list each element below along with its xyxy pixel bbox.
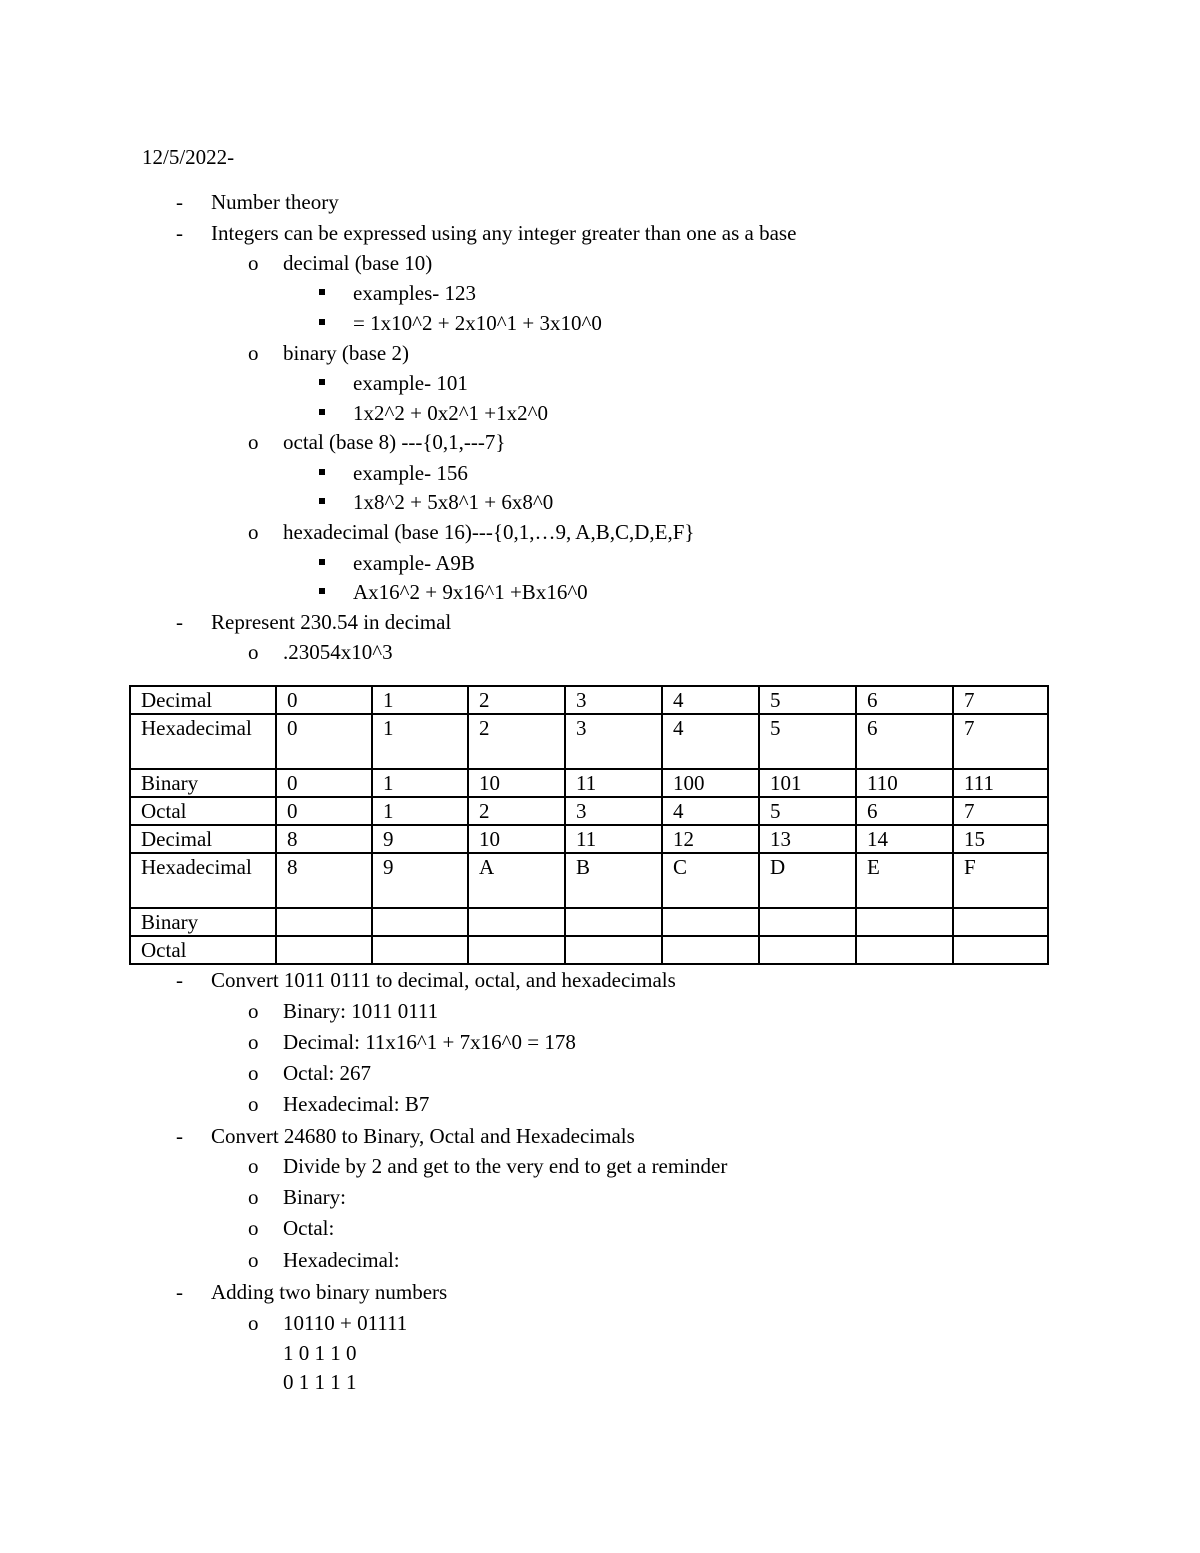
table-cell: 7 (953, 714, 1048, 769)
table-cell: 6 (856, 797, 953, 825)
table-cell: 14 (856, 825, 953, 853)
table-cell: 0 (276, 714, 372, 769)
table-cell: E (856, 853, 953, 908)
note-line: Decimal: 11x16^1 + 7x16^0 = 178 (283, 1030, 576, 1054)
note-line: Convert 1011 0111 to decimal, octal, and hexadecimals (211, 968, 676, 992)
note-line: Binary: 1011 0111 (283, 999, 439, 1023)
table-row (130, 797, 1048, 825)
circle-bullet: o (248, 1311, 259, 1335)
table-cell: 9 (372, 853, 468, 908)
note-line: = 1x10^2 + 2x10^1 + 3x10^0 (353, 311, 602, 335)
note-line: hexadecimal (base 16)---{0,1,…9, A,B,C,D,E,F} (283, 520, 695, 544)
table-row-header: Hexadecimal (130, 853, 276, 908)
table-cell (856, 936, 953, 964)
table-cell (953, 908, 1048, 936)
note-line: 1 0 1 1 0 (283, 1341, 357, 1365)
table-cell: F (953, 853, 1048, 908)
table-cell: 7 (953, 797, 1048, 825)
table-cell: 9 (372, 825, 468, 853)
circle-bullet: o (248, 1248, 259, 1272)
table-cell: 1 (372, 797, 468, 825)
circle-bullet: o (248, 341, 259, 365)
table-row (130, 769, 1048, 797)
table-cell (372, 908, 468, 936)
table-cell: C (662, 853, 759, 908)
table-cell: 8 (276, 825, 372, 853)
square-bullet-icon (319, 498, 325, 504)
table-row-header: Decimal (130, 825, 276, 853)
square-bullet-icon (319, 319, 325, 325)
table-cell: D (759, 853, 856, 908)
note-line: Convert 24680 to Binary, Octal and Hexadecimals (211, 1124, 635, 1148)
table-row-header: Octal (130, 797, 276, 825)
circle-bullet: o (248, 1061, 259, 1085)
note-line: example- 156 (353, 461, 468, 485)
table-cell: 11 (565, 825, 662, 853)
table-cell: 1 (372, 769, 468, 797)
note-line: decimal (base 10) (283, 251, 433, 275)
circle-bullet: o (248, 999, 259, 1023)
circle-bullet: o (248, 520, 259, 544)
note-line: Adding two binary numbers (211, 1280, 448, 1304)
table-cell (759, 908, 856, 936)
table-cell: 0 (276, 769, 372, 797)
table-cell: 111 (953, 769, 1048, 797)
note-line: Divide by 2 and get to the very end to get a reminder (283, 1154, 728, 1178)
table-row (130, 825, 1048, 853)
table-cell (565, 908, 662, 936)
note-line: 0 1 1 1 1 (283, 1370, 357, 1394)
note-line: Octal: 267 (283, 1061, 372, 1085)
circle-bullet: o (248, 1216, 259, 1240)
table-cell: 5 (759, 714, 856, 769)
circle-bullet: o (248, 1154, 259, 1178)
dash-bullet: - (176, 190, 183, 214)
date-heading: 12/5/2022- (142, 145, 235, 169)
note-line: Integers can be expressed using any integer greater than one as a base (211, 221, 797, 245)
table-cell: 0 (276, 797, 372, 825)
table-cell: 5 (759, 797, 856, 825)
table-row (130, 908, 1048, 936)
table-cell: 8 (276, 853, 372, 908)
dash-bullet: - (176, 968, 183, 992)
table-cell: 5 (759, 686, 856, 714)
note-line: example- 101 (353, 371, 468, 395)
table-row-header: Binary (130, 769, 276, 797)
note-line: examples- 123 (353, 281, 477, 305)
table-cell: 12 (662, 825, 759, 853)
table-cell: 4 (662, 797, 759, 825)
dash-bullet: - (176, 610, 183, 634)
table-cell (662, 908, 759, 936)
table-cell: 4 (662, 686, 759, 714)
dash-bullet: - (176, 1280, 183, 1304)
square-bullet-icon (319, 469, 325, 475)
table-cell: B (565, 853, 662, 908)
table-cell (468, 936, 565, 964)
table-cell (759, 936, 856, 964)
table-cell (953, 936, 1048, 964)
dash-bullet: - (176, 221, 183, 245)
note-line: octal (base 8) ---{0,1,---7} (283, 430, 506, 454)
note-line: Number theory (211, 190, 339, 214)
number-base-table (129, 685, 1049, 965)
dash-bullet: - (176, 1124, 183, 1148)
circle-bullet: o (248, 1185, 259, 1209)
table-cell: 15 (953, 825, 1048, 853)
table-row-header: Octal (130, 936, 276, 964)
table-cell: 3 (565, 686, 662, 714)
note-line: Hexadecimal: (283, 1248, 400, 1272)
table-cell: 101 (759, 769, 856, 797)
circle-bullet: o (248, 430, 259, 454)
square-bullet-icon (319, 588, 325, 594)
table-cell (372, 936, 468, 964)
circle-bullet: o (248, 251, 259, 275)
table-row (130, 853, 1048, 908)
note-line: 1x2^2 + 0x2^1 +1x2^0 (353, 401, 548, 425)
table-cell: 3 (565, 797, 662, 825)
table-cell: 3 (565, 714, 662, 769)
table-cell (276, 936, 372, 964)
table-row-header: Hexadecimal (130, 714, 276, 769)
table-cell: A (468, 853, 565, 908)
table-cell: 6 (856, 714, 953, 769)
note-line: binary (base 2) (283, 341, 409, 365)
note-line: 1x8^2 + 5x8^1 + 6x8^0 (353, 490, 554, 514)
table-cell (565, 936, 662, 964)
note-line: Binary: (283, 1185, 346, 1209)
table-cell: 11 (565, 769, 662, 797)
table-row (130, 936, 1048, 964)
table-cell (856, 908, 953, 936)
circle-bullet: o (248, 1030, 259, 1054)
table-cell: 110 (856, 769, 953, 797)
square-bullet-icon (319, 559, 325, 565)
circle-bullet: o (248, 1092, 259, 1116)
note-line: Represent 230.54 in decimal (211, 610, 452, 634)
table-cell: 7 (953, 686, 1048, 714)
table-cell (276, 908, 372, 936)
table-cell: 2 (468, 797, 565, 825)
square-bullet-icon (319, 289, 325, 295)
note-line: Ax16^2 + 9x16^1 +Bx16^0 (353, 580, 588, 604)
note-line: Octal: (283, 1216, 335, 1240)
note-line: example- A9B (353, 551, 475, 575)
circle-bullet: o (248, 640, 259, 664)
square-bullet-icon (319, 379, 325, 385)
table-cell: 4 (662, 714, 759, 769)
table-cell: 10 (468, 769, 565, 797)
table-cell: 6 (856, 686, 953, 714)
note-line: .23054x10^3 (283, 640, 393, 664)
square-bullet-icon (319, 409, 325, 415)
table-cell: 1 (372, 714, 468, 769)
table-cell: 0 (276, 686, 372, 714)
table-cell (468, 908, 565, 936)
table-cell: 100 (662, 769, 759, 797)
table-cell: 2 (468, 714, 565, 769)
table-cell: 13 (759, 825, 856, 853)
table-cell: 10 (468, 825, 565, 853)
table-row (130, 686, 1048, 714)
note-line: 10110 + 01111 (283, 1311, 408, 1335)
table-cell: 2 (468, 686, 565, 714)
table-row (130, 714, 1048, 769)
table-cell: 1 (372, 686, 468, 714)
table-row-header: Decimal (130, 686, 276, 714)
note-line: Hexadecimal: B7 (283, 1092, 430, 1116)
table-row-header: Binary (130, 908, 276, 936)
table-cell (662, 936, 759, 964)
